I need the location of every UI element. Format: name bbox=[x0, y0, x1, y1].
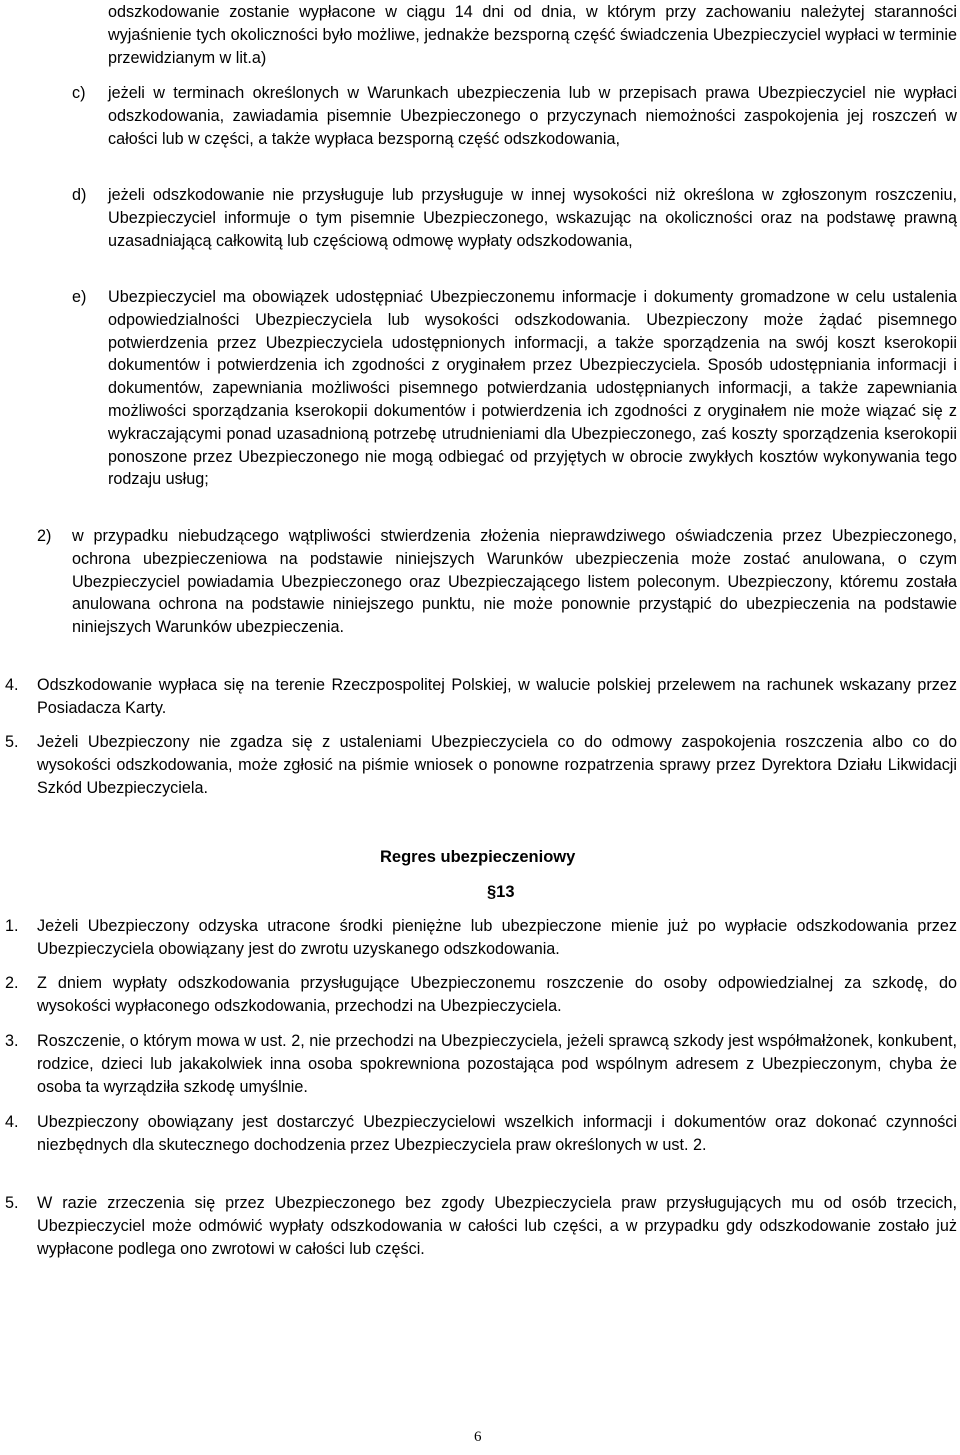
section-item-4 bbox=[5, 674, 957, 720]
paragraph-mark: §13 bbox=[487, 883, 515, 901]
regres-item-text: Ubezpieczony obowiązany jest dostarczyć Ubezpieczycielowi wszelkich informacji i dokumentów oraz dokonać czynności niezbędnych dla skutecznego dochodzenia przez Ubezpieczyciela praw określonych w ust. 2. bbox=[37, 1113, 957, 1154]
page-number: 6 bbox=[474, 1429, 482, 1445]
sub-item-text: jeżeli odszkodowanie nie przysługuje lub przysługuje w innej wysokości niż określona w zgłoszonym roszczeniu, Ubezpieczyciel informuje o tym pisemnie Ubezpieczonego, wskazując na okoliczności oraz na podstawę prawną uzasadniającą całkowitą lub częściową odmowę wypłaty odszkodowania, bbox=[108, 186, 957, 250]
regres-item-2 bbox=[5, 972, 957, 1018]
regres-item-marker: 5. bbox=[5, 1194, 19, 1212]
sub-item-text: Ubezpieczyciel ma obowiązek udostępniać Ubezpieczonemu informacje i dokumenty gromadzone w celu ustalenia odpowiedzialności Ubezpieczyciela lub wysokości odszkodowania. Ubezpieczony może żądać pisemnego potwierdzenia przez Ubezpieczyciela udostępnionych informacji, a także sporządzenia na swój koszt kserokopii dokumentów i potwierdzenia ich zgodności z oryginałem przez Ubezpieczyciela. Sposób udostępniania informacji i dokumentów, zapewniania możliwości pisemnego potwierdzania udostępnianych informacji, a także zapewniania możliwości sporządzania kserokopii dokumentów i potwierdzenia ich zgodności z oryginałem nie może wiązać się z wykraczającymi ponad uzasadnioną potrzebę utrudnieniami dla Ubezpieczonego, zaś koszty sporządzenia kserokopii ponoszone przez Ubezpieczonego nie mogą odbiegać od przyjętych w obrocie zwykłych kosztów wykonywania tego rodzaju usług; bbox=[108, 288, 957, 489]
regres-item-text: Z dniem wypłaty odszkodowania przysługujące Ubezpieczonemu roszczenie do osoby odpowiedzialnej za szkodę, do wysokości wypłaconego odszkodowania, przechodzi na Ubezpieczyciela. bbox=[37, 974, 957, 1015]
regres-item-marker: 2. bbox=[5, 974, 19, 992]
section-item-marker: 5. bbox=[5, 733, 19, 751]
point-2 bbox=[37, 525, 957, 639]
regres-item-text: Jeżeli Ubezpieczony odzyska utracone środki pieniężne lub ubezpieczone mienie już po wypłacie odszkodowania przez Ubezpieczyciela obowiązany jest do zwrotu uzyskanego odszkodowania. bbox=[37, 917, 957, 958]
point-text: w przypadku niebudzącego wątpliwości stwierdzenia złożenia nieprawdziwego oświadczenia przez Ubezpieczonego, ochrona ubezpieczeniowa na podstawie niniejszych Warunków ubezpieczenia może zostać anulowana, o czym Ubezpieczyciel powiadamia Ubezpieczonego oraz Ubezpieczającego listem poleconym. Ubezpieczony, któremu została anulowana ochrona na podstawie niniejszego punktu, nie może ponownie przystąpić do ubezpieczenia na podstawie niniejszych Warunków ubezpieczenia. bbox=[72, 527, 957, 637]
regres-item-marker: 3. bbox=[5, 1032, 19, 1050]
regres-item-4 bbox=[5, 1111, 957, 1157]
regres-item-1 bbox=[5, 915, 957, 961]
sub-item-marker: e) bbox=[72, 288, 87, 306]
continuation-paragraph: odszkodowanie zostanie wypłacone w ciągu 14 dni od dnia, w którym przy zachowaniu należytej staranności wyjaśnienie tych okoliczności było możliwe, jednakże bezsporną część świadczenia Ubezpieczyciel wypłaci w terminie przewidzianym w lit.a) bbox=[108, 3, 957, 67]
regres-item-text: W razie zrzeczenia się przez Ubezpieczonego bez zgody Ubezpieczyciela praw przysługujących mu od osób trzecich, Ubezpieczyciel może odmówić wypłaty odszkodowania w całości lub części, a w przypadku gdy odszkodowanie zostało już wypłacone podlega ono zwrotowi w całości lub części. bbox=[37, 1194, 957, 1258]
sub-item-c bbox=[72, 82, 957, 150]
sub-item-marker: d) bbox=[72, 186, 87, 204]
sub-item-text: jeżeli w terminach określonych w Warunkach ubezpieczenia lub w przepisach prawa Ubezpieczyciel nie wypłaci odszkodowania, zawiadamia pisemnie Ubezpieczonego o przyczynach niemożności zaspokojenia jej roszczeń w całości lub w części, a także wypłaca bezsporną część odszkodowania, bbox=[108, 84, 957, 148]
sub-item-d bbox=[72, 184, 957, 252]
sub-item-e bbox=[72, 286, 957, 491]
section-item-text: Odszkodowanie wypłaca się na terenie Rzeczpospolitej Polskiej, w walucie polskiej przelewem na rachunek wskazany przez Posiadacza Karty. bbox=[37, 676, 957, 717]
point-marker: 2) bbox=[37, 527, 52, 545]
regres-item-marker: 4. bbox=[5, 1113, 19, 1131]
regres-item-3 bbox=[5, 1030, 957, 1098]
section-heading: Regres ubezpieczeniowy bbox=[380, 848, 576, 866]
section-item-5 bbox=[5, 731, 957, 799]
regres-item-text: Roszczenie, o którym mowa w ust. 2, nie przechodzi na Ubezpieczyciela, jeżeli sprawcą szkody jest współmałżonek, konkubent, rodzice, dzieci lub jakakolwiek inna osoba spokrewniona pozostająca pod wspólnym adresem z Ubezpieczonym, chyba że osoba ta wyrządziła szkodę umyślnie. bbox=[37, 1032, 957, 1096]
section-item-text: Jeżeli Ubezpieczony nie zgadza się z ustaleniami Ubezpieczyciela co do odmowy zaspokojenia roszczenia albo co do wysokości odszkodowania, może zgłosić na piśmie wniosek o ponowne rozpatrzenia sprawy przez Dyrektora Działu Likwidacji Szkód Ubezpieczyciela. bbox=[37, 733, 957, 797]
section-item-marker: 4. bbox=[5, 676, 19, 694]
regres-item-5 bbox=[5, 1192, 957, 1260]
sub-item-marker: c) bbox=[72, 84, 86, 102]
regres-item-marker: 1. bbox=[5, 917, 19, 935]
